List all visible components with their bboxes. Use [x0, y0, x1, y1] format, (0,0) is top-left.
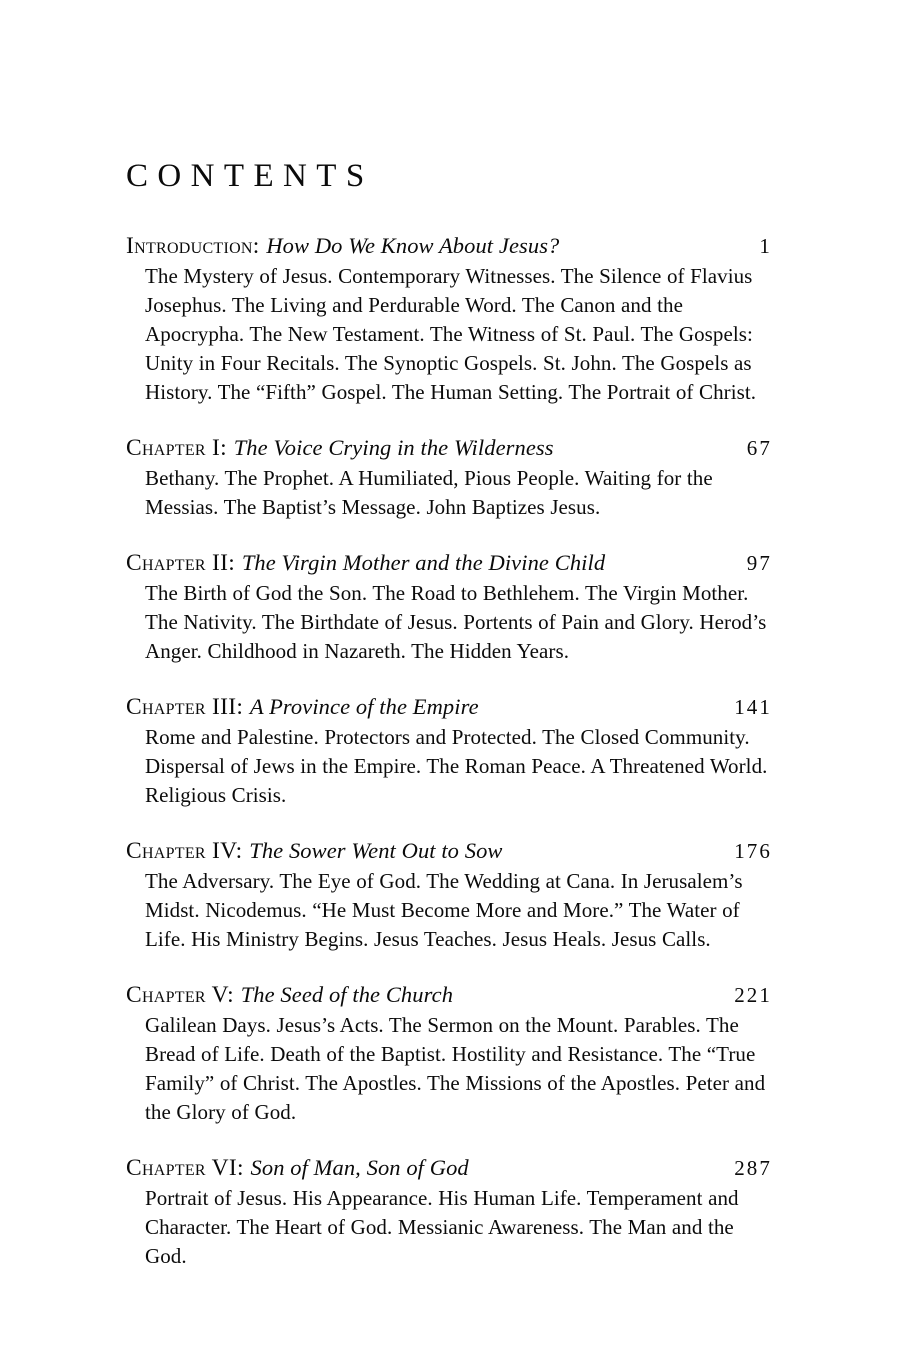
toc-entry-heading-text	[126, 692, 479, 722]
toc-entry-label: Chapter I:	[126, 435, 227, 461]
toc-entry-heading[interactable]	[126, 980, 772, 1010]
toc-entry-label: Chapter V:	[126, 982, 234, 1008]
toc-entry-label: Chapter IV:	[126, 838, 243, 864]
table-of-contents	[126, 231, 772, 1271]
toc-entry[interactable]	[126, 433, 772, 522]
toc-entry-heading[interactable]	[126, 1153, 772, 1183]
toc-entry[interactable]	[126, 231, 772, 407]
toc-entry-label: Chapter II:	[126, 550, 236, 576]
toc-entry-heading-text	[126, 980, 453, 1010]
toc-entry-description: The Mystery of Jesus. Contemporary Witnesses. The Silence of Flavius Josephus. The Living and Perdurable Word. The Canon and the Apocrypha. The New Testament. The Witness of St. Paul. The Gospels: Unity in Four Recitals. The Synoptic Gospels. St. John. The Gospels as History. The “Fifth” Gospel. The Human Setting. The Portrait of Christ.	[145, 264, 757, 404]
toc-entry-title: Son of Man, Son of God	[250, 1155, 469, 1180]
toc-entry-page-number: 221	[734, 983, 772, 1007]
toc-entry-description: Portrait of Jesus. His Appearance. His Human Life. Temperament and Character. The Heart of God. Messianic Awareness. The Man and the God.	[145, 1186, 739, 1268]
toc-entry-page-number: 97	[746, 551, 772, 575]
toc-entry-heading-text	[126, 1153, 469, 1183]
toc-entry-title: A Province of the Empire	[249, 694, 479, 719]
toc-entry-page-number: 67	[746, 436, 772, 460]
toc-entry-heading-text	[126, 548, 605, 578]
toc-entry-description: Galilean Days. Jesus’s Acts. The Sermon on the Mount. Parables. The Bread of Life. Death of the Baptist. Hostility and Resistance. The “True Family” of Christ. The Apostles. The Missions of the Apostles. Peter and the Glory of God.	[145, 1013, 766, 1124]
toc-entry-label: Chapter III:	[126, 694, 244, 720]
toc-entry-heading[interactable]	[126, 231, 772, 261]
toc-entry-heading[interactable]	[126, 836, 772, 866]
toc-entry-page-number: 287	[734, 1156, 772, 1180]
toc-entry-description: Bethany. The Prophet. A Humiliated, Pious People. Waiting for the Messias. The Baptist’s Message. John Baptizes Jesus.	[145, 466, 713, 519]
toc-entry[interactable]	[126, 692, 772, 810]
toc-entry-description: The Adversary. The Eye of God. The Wedding at Cana. In Jerusalem’s Midst. Nicodemus. “He Must Become More and More.” The Water of Life. His Ministry Begins. Jesus Teaches. Jesus Heals. Jesus Calls.	[145, 869, 743, 951]
toc-entry-heading[interactable]	[126, 433, 772, 463]
toc-entry[interactable]	[126, 1153, 772, 1271]
toc-entry[interactable]	[126, 836, 772, 954]
toc-entry-page-number: 141	[734, 695, 772, 719]
toc-entry-title: The Voice Crying in the Wilderness	[233, 435, 554, 460]
toc-entry-description: Rome and Palestine. Protectors and Protected. The Closed Community. Dispersal of Jews in the Empire. The Roman Peace. A Threatened World. Religious Crisis.	[145, 725, 768, 807]
toc-entry[interactable]	[126, 548, 772, 666]
toc-entry-page-number: 1	[759, 234, 772, 258]
toc-entry-title: The Seed of the Church	[240, 982, 454, 1007]
toc-entry-heading-text	[126, 231, 559, 261]
toc-entry-title: The Sower Went Out to Sow	[249, 838, 503, 863]
toc-entry-heading[interactable]	[126, 548, 772, 578]
toc-entry-heading-text	[126, 433, 554, 463]
page-title: CONTENTS	[126, 158, 374, 195]
toc-entry-label: Introduction:	[126, 233, 260, 259]
toc-entry-description: The Birth of God the Son. The Road to Bethlehem. The Virgin Mother. The Nativity. The Birthdate of Jesus. Portents of Pain and Glory. Herod’s Anger. Childhood in Nazareth. The Hidden Years.	[145, 581, 767, 663]
toc-entry-title: How Do We Know About Jesus?	[266, 233, 560, 258]
toc-entry-label: Chapter VI:	[126, 1155, 244, 1181]
toc-entry[interactable]	[126, 980, 772, 1127]
toc-entry-page-number: 176	[734, 839, 772, 863]
toc-entry-title: The Virgin Mother and the Divine Child	[241, 550, 606, 575]
toc-entry-heading-text	[126, 836, 503, 866]
toc-entry-heading[interactable]	[126, 692, 772, 722]
